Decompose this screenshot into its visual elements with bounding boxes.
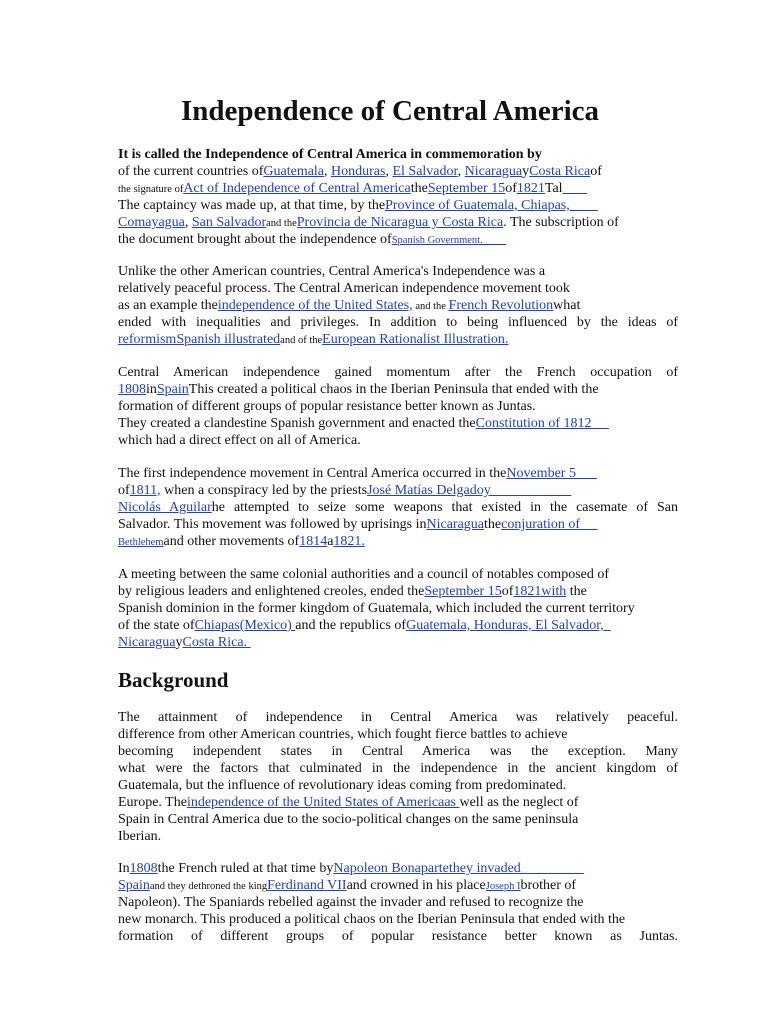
paragraph — [118, 465, 678, 550]
text-run: Guatemala, but the influence of revolutionary ideas coming from predominated. — [118, 778, 567, 793]
text-run: by religious leaders and enlightened creoles, ended the — [118, 584, 425, 599]
text-line — [118, 911, 678, 928]
text-line — [118, 280, 678, 297]
text-line — [118, 146, 678, 163]
hyperlink[interactable]: they invaded — [448, 861, 542, 876]
hyperlink[interactable]: Costa Rica — [529, 164, 591, 179]
text-run: well as the neglect of — [459, 795, 579, 810]
hyperlink[interactable]: September 15 — [427, 181, 506, 196]
hyperlink[interactable]: conjuration of — [501, 517, 598, 532]
text-line — [118, 499, 678, 516]
text-run: he attempted to seize some weapons that existed in the casemate of San — [211, 500, 678, 515]
text-run: and of the — [280, 335, 323, 346]
text-run: of — [118, 483, 130, 498]
text-run: the document brought about the independence of — [118, 232, 392, 247]
text-line — [118, 743, 678, 760]
text-run: becoming independent states in Central America was the exception. Many — [118, 744, 678, 759]
text-run: , — [184, 215, 192, 230]
hyperlink[interactable]: José Matías Delgadoy — [367, 483, 572, 498]
text-run: The captaincy was made up, at that time, by the — [118, 198, 386, 213]
text-run: formation of different groups of popular resistance better known as Juntas. — [118, 929, 678, 944]
hyperlink[interactable]: Nicaragua — [464, 164, 523, 179]
text-run: of — [590, 164, 602, 179]
text-run: Iberian. — [118, 829, 162, 844]
text-run: ended with inequalities and privileges. In addition to being influenced by the ideas of — [118, 315, 678, 330]
text-line — [118, 197, 678, 214]
hyperlink[interactable]: Chiapas — [194, 618, 240, 633]
text-line — [118, 828, 678, 845]
text-run: Europe. The — [118, 795, 187, 810]
text-line — [118, 877, 678, 894]
hyperlink[interactable]: (Mexico) — [239, 618, 296, 633]
hyperlink[interactable]: Joseph I — [485, 881, 521, 892]
text-run: It is called the Independence of Central America in commemoration by — [118, 147, 542, 162]
paragraph — [118, 860, 678, 945]
hyperlink[interactable]: 1821 — [516, 181, 545, 196]
text-line — [118, 794, 678, 811]
text-run: . The subscription of — [503, 215, 619, 230]
hyperlink[interactable]: reformism — [118, 332, 177, 347]
hyperlink[interactable]: 1808 — [118, 382, 146, 397]
hyperlink[interactable]: Costa Rica. — [182, 635, 251, 650]
text-run: the French ruled at that time by — [157, 861, 334, 876]
text-run: of — [501, 584, 514, 599]
text-run: which had a direct effect on all of America. — [118, 433, 361, 448]
text-run: The first independence movement in Central America occurred in the — [118, 466, 507, 481]
hyperlink[interactable]: Act of Independence of Central America — [183, 181, 411, 196]
hyperlink[interactable]: 1811, — [129, 483, 161, 498]
text-run: new monarch. This produced a political chaos on the Iberian Peninsula that ended with the — [118, 912, 626, 927]
text-run: Central American independence gained momentum after the French occupation of — [118, 365, 678, 380]
text-run: In — [118, 861, 130, 876]
text-run: what were the factors that culminated in the independence in the ancient kingdom of — [118, 761, 678, 776]
text-run: when a conspiracy led by the priests — [160, 483, 368, 498]
text-line — [118, 600, 678, 617]
text-run: , — [385, 164, 393, 179]
text-line — [118, 231, 678, 248]
text-line — [118, 314, 678, 331]
text-run: Napoleon). The Spaniards rebelled against the invader and refused to recognize the — [118, 895, 584, 910]
text-run: Spain in Central America due to the socio-political changes on the same peninsula — [118, 812, 579, 827]
hyperlink[interactable]: Guatemala, Honduras, El Salvador, — [406, 618, 611, 633]
hyperlink[interactable]: Guatemala — [263, 164, 325, 179]
text-run: and other movements of — [163, 534, 300, 549]
hyperlink[interactable]: European Rationalist Illustration. — [322, 332, 509, 347]
text-line — [118, 263, 678, 280]
text-line — [118, 364, 678, 381]
text-line — [118, 760, 678, 777]
paragraph — [118, 146, 678, 248]
section-heading-background: Background — [118, 668, 229, 692]
text-run: as an example the — [118, 298, 218, 313]
text-line — [118, 415, 678, 432]
text-run: the signature of — [118, 184, 184, 195]
text-line — [118, 726, 678, 743]
text-line — [118, 533, 678, 550]
hyperlink[interactable]: Honduras — [331, 164, 386, 179]
paragraph — [118, 364, 678, 449]
hyperlink[interactable]: as — [444, 795, 460, 810]
text-line — [118, 180, 678, 197]
text-run: and they dethroned the king — [149, 881, 268, 892]
hyperlink[interactable]: independence of the United States, — [217, 298, 413, 313]
text-run: and the republics of — [295, 618, 407, 633]
text-line — [118, 777, 678, 794]
text-line — [118, 928, 678, 945]
hyperlink[interactable]: 1808 — [129, 861, 158, 876]
text-line — [118, 432, 678, 449]
text-line — [118, 163, 678, 180]
text-run: Salvador. This movement was followed by uprisings in — [118, 517, 427, 532]
hyperlink[interactable]: Provincia de Nicaragua y Costa Rica — [296, 215, 504, 230]
hyperlink[interactable] — [542, 861, 584, 876]
hyperlink[interactable]: Constitution of 1812 — [475, 416, 610, 431]
text-line — [118, 516, 678, 533]
text-line — [118, 583, 678, 600]
text-line — [118, 297, 678, 314]
text-line — [118, 398, 678, 415]
text-run: what — [553, 298, 581, 313]
hyperlink[interactable]: Nicaragua — [118, 635, 176, 650]
hyperlink[interactable]: French Revolution — [448, 298, 554, 313]
text-line — [118, 482, 678, 499]
paragraph — [118, 566, 678, 651]
text-line — [118, 860, 678, 877]
text-line — [118, 331, 678, 348]
text-run: y — [522, 164, 530, 179]
text-line — [118, 381, 678, 398]
hyperlink[interactable]: with — [541, 584, 567, 599]
text-run: The attainment of independence in Central America was relatively peaceful. — [118, 710, 678, 725]
text-line — [118, 214, 678, 231]
hyperlink[interactable]: 1821 — [513, 584, 542, 599]
text-run: of the state of — [118, 618, 195, 633]
text-run: They created a clandestine Spanish government and enacted the — [118, 416, 476, 431]
hyperlink[interactable]: independence of the United States of America — [186, 795, 445, 810]
text-run: , — [324, 164, 332, 179]
hyperlink[interactable] — [563, 181, 588, 196]
text-line — [118, 465, 678, 482]
text-line — [118, 709, 678, 726]
text-run: formation of different groups of popular resistance better known as Juntas. — [118, 399, 536, 414]
text-line — [118, 566, 678, 583]
text-run: y — [175, 635, 183, 650]
hyperlink[interactable]: Spain — [156, 382, 189, 397]
text-run: This created a political chaos in the Iberian Peninsula that ended with the — [188, 382, 599, 397]
text-run: a — [327, 534, 334, 549]
text-run: Tal — [544, 181, 563, 196]
text-run: Unlike the other American countries, Central America's Independence was a — [118, 264, 546, 279]
hyperlink[interactable]: Spanish illustrated — [176, 332, 281, 347]
hyperlink[interactable]: Napoleon Bonaparte — [333, 861, 449, 876]
hyperlink[interactable]: Bethlehem — [118, 537, 164, 548]
hyperlink[interactable]: Spain — [118, 878, 150, 893]
text-run: and crowned in his place — [346, 878, 486, 893]
hyperlink[interactable]: Nicaragua — [426, 517, 485, 532]
hyperlink[interactable]: Comayagua — [118, 215, 185, 230]
text-run: the — [484, 517, 502, 532]
page-title: Independence of Central America — [180, 95, 600, 127]
text-run: Spanish dominion in the former kingdom of Guatemala, which included the current territory — [118, 601, 635, 616]
text-line — [118, 617, 678, 634]
hyperlink[interactable]: Province of Guatemala, Chiapas, — [385, 198, 598, 213]
text-run: the — [410, 181, 428, 196]
text-run: A meeting between the same colonial authorities and a council of notables composed of — [118, 567, 610, 582]
hyperlink[interactable]: November 5 — [506, 466, 597, 481]
text-run: of — [505, 181, 517, 196]
text-run: of the current countries of — [118, 164, 264, 179]
text-run: and the — [412, 301, 449, 312]
hyperlink[interactable]: Nicolás Aguilar — [118, 500, 212, 515]
hyperlink[interactable]: 1821. — [333, 534, 365, 549]
text-line — [118, 634, 678, 651]
text-run: and the — [266, 218, 297, 229]
paragraph — [118, 709, 678, 845]
text-run: brother of — [520, 878, 577, 893]
text-run: in — [146, 382, 157, 397]
text-line — [118, 894, 678, 911]
hyperlink[interactable]: El Salvador — [392, 164, 458, 179]
hyperlink[interactable]: Ferdinand VII — [267, 878, 347, 893]
hyperlink[interactable]: San Salvador — [191, 215, 267, 230]
hyperlink[interactable]: 1814 — [299, 534, 328, 549]
paragraph — [118, 263, 678, 348]
text-run: , — [457, 164, 465, 179]
text-run: difference from other American countries, which fought fierce battles to achieve — [118, 727, 568, 742]
hyperlink[interactable]: Spanish Government. — [391, 235, 507, 246]
text-line — [118, 811, 678, 828]
text-run: relatively peaceful process. The Central American independence movement took — [118, 281, 570, 296]
hyperlink[interactable]: September 15 — [424, 584, 502, 599]
text-run: the — [566, 584, 587, 599]
